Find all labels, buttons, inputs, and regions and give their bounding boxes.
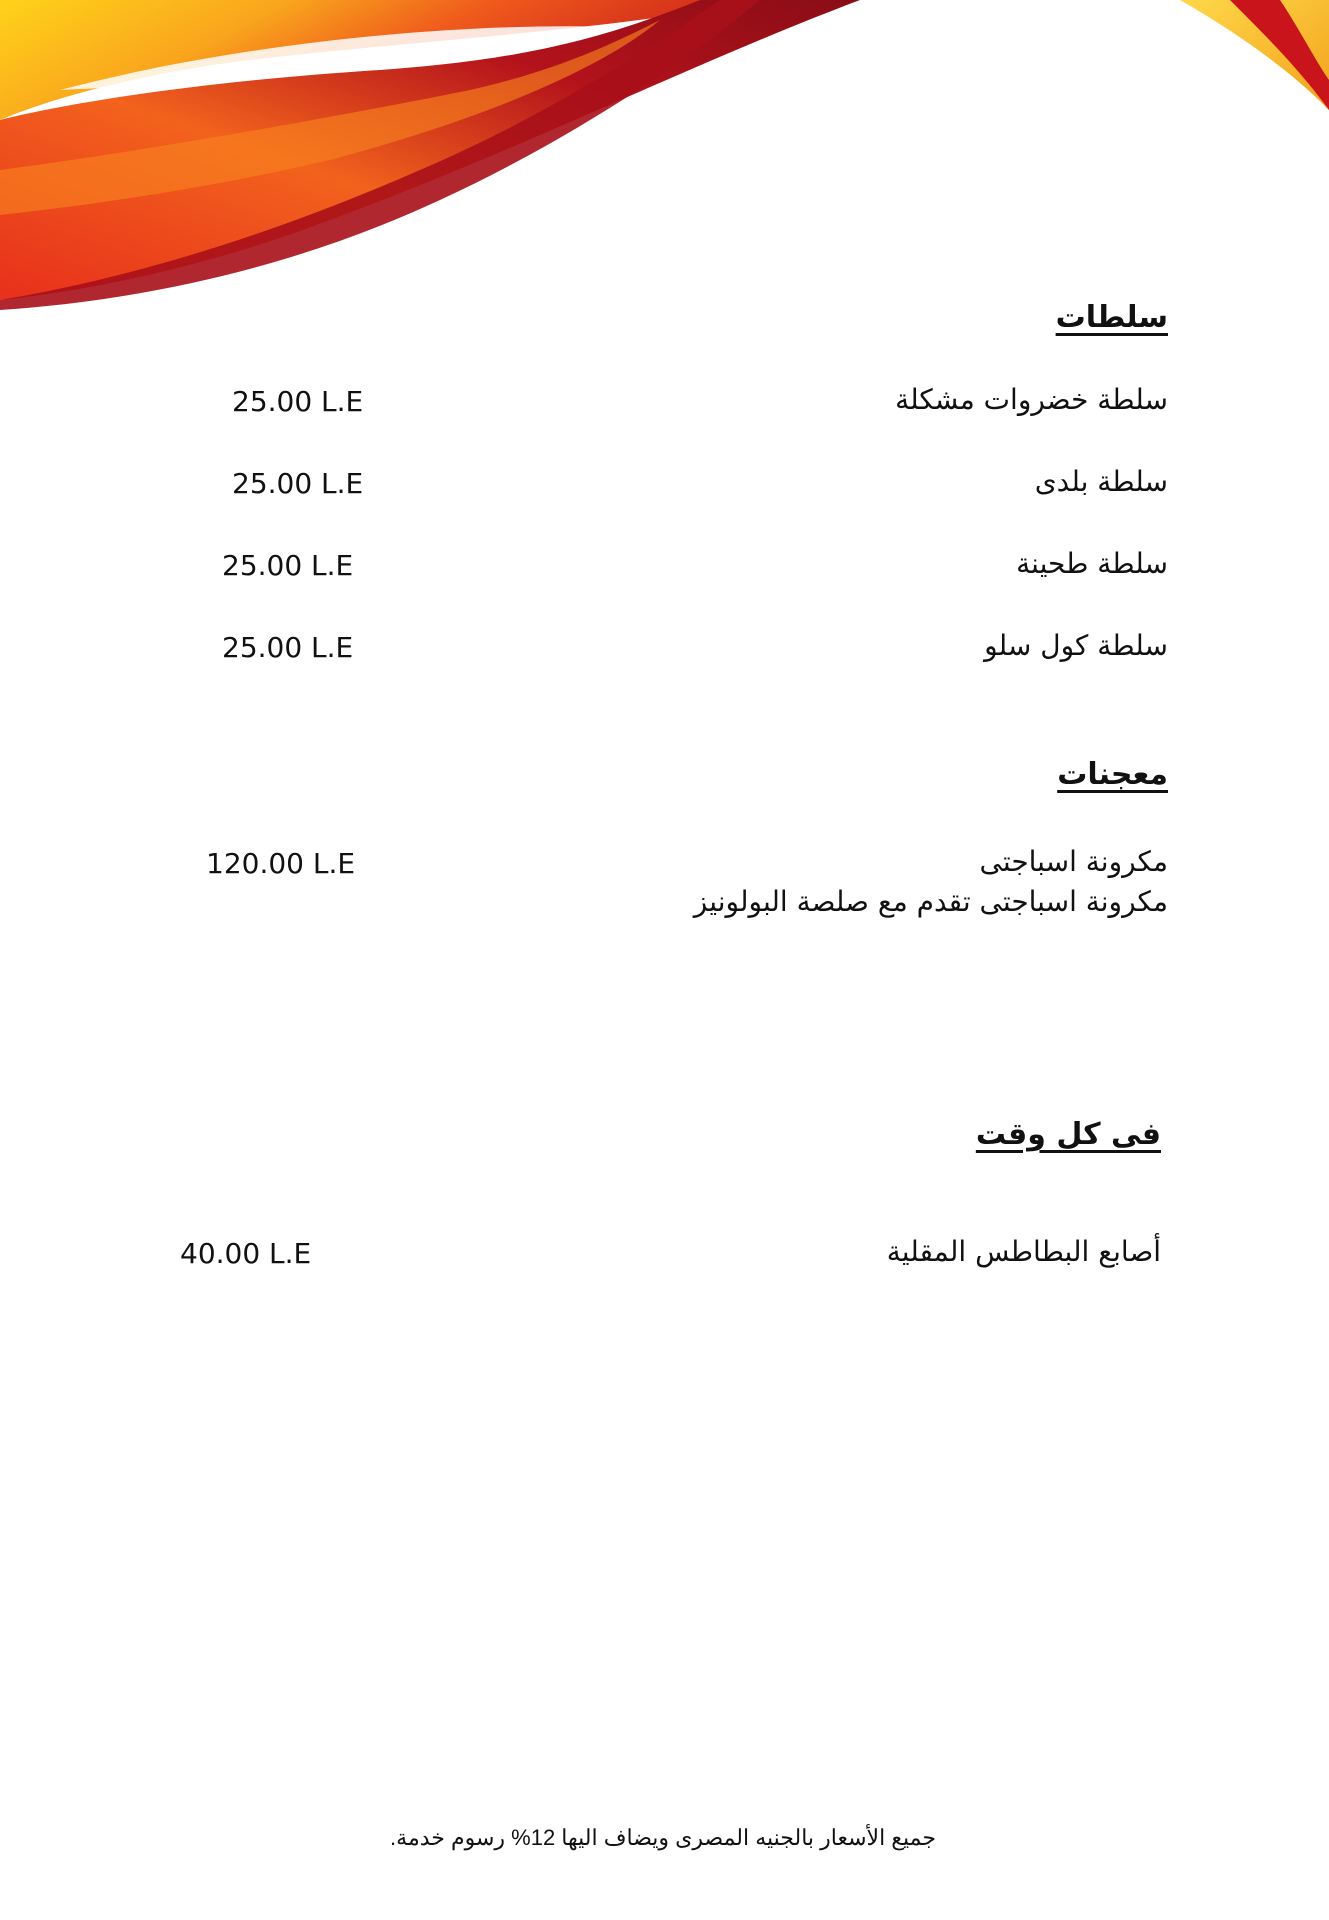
menu-item-price: 25.00 L.E <box>222 631 354 664</box>
menu-item-name: سلطة خضروات مشكلة <box>895 383 1168 416</box>
section-heading-anytime: فى كل وقت <box>975 1117 1161 1152</box>
section-heading-pastas: معجنات <box>1057 757 1168 792</box>
menu-item-name: أصابع البطاطس المقلية <box>886 1235 1161 1268</box>
menu-item-price: 25.00 L.E <box>222 549 354 582</box>
footer-note: جميع الأسعار بالجنيه المصرى ويضاف اليها 12% رسوم خدمة. <box>390 1825 936 1850</box>
decorative-swoosh-banner <box>0 0 1329 320</box>
menu-item-name: سلطة بلدى <box>1034 465 1168 498</box>
menu-item-price: 40.00 L.E <box>180 1237 312 1270</box>
menu-item-name: سلطة كول سلو <box>984 629 1168 662</box>
menu-item-price: 25.00 L.E <box>232 385 364 418</box>
section-heading-salads: سلطات <box>1055 300 1168 335</box>
menu-item-price: 25.00 L.E <box>232 467 364 500</box>
menu-item-name: مكرونة اسباجتى <box>979 845 1168 878</box>
menu-item-name: سلطة طحينة <box>1016 547 1168 580</box>
menu-item-price: 120.00 L.E <box>206 847 356 880</box>
menu-item-description: مكرونة اسباجتى تقدم مع صلصة البولونيز <box>693 885 1168 918</box>
